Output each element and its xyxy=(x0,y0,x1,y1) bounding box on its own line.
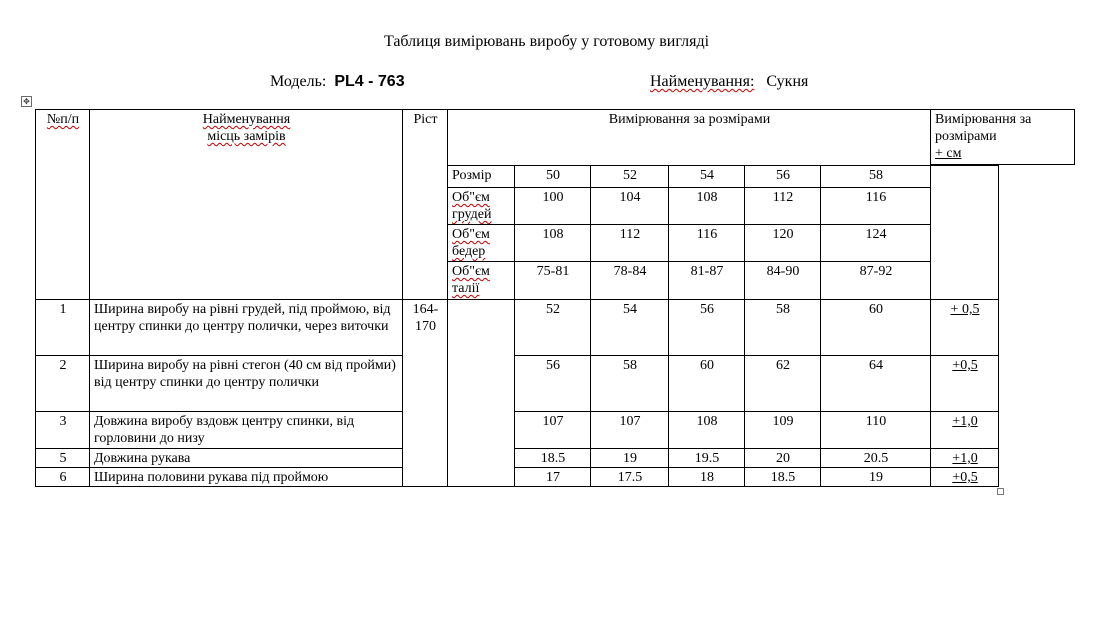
row-name: Ширина виробу на рівні грудей, під проймою, від центру спинки до центру полички, через виточки xyxy=(90,300,403,356)
chest-value: 104 xyxy=(591,188,669,225)
row-value: 60 xyxy=(821,300,931,356)
row-number: 1 xyxy=(36,300,90,356)
chest-value: 112 xyxy=(745,188,821,225)
waist-value: 87-92 xyxy=(821,262,931,300)
table-row xyxy=(36,300,999,356)
row-number: 6 xyxy=(36,468,90,487)
size-row-label: Розмір xyxy=(448,166,515,188)
table-resize-handle-icon[interactable] xyxy=(997,488,1004,495)
row-value: 17 xyxy=(515,468,591,487)
row-value: 18.5 xyxy=(745,468,821,487)
size-value: 54 xyxy=(669,166,745,188)
size-row-label: Об"єм талії xyxy=(448,262,515,300)
row-number: 5 xyxy=(36,449,90,468)
tolerance-header: Вимірювання за розмірами + см xyxy=(930,109,1075,165)
model-label: Модель: xyxy=(270,73,327,90)
row-tolerance: +1,0 xyxy=(931,412,999,449)
row-tolerance: +1,0 xyxy=(931,449,999,468)
waist-value: 78-84 xyxy=(591,262,669,300)
size-value: 58 xyxy=(821,166,931,188)
row-value: 19.5 xyxy=(669,449,745,468)
height-header: Ріст xyxy=(403,110,448,300)
row-value: 20 xyxy=(745,449,821,468)
product-label: Найменування: xyxy=(650,73,755,90)
model-line xyxy=(270,73,405,91)
row-value: 109 xyxy=(745,412,821,449)
row-name: Ширина виробу на рівні стегон (40 см від пройми) від центру спинки до центру полички xyxy=(90,356,403,412)
row-value: 110 xyxy=(821,412,931,449)
product-line xyxy=(650,73,808,91)
num-header: №п/п xyxy=(36,110,90,300)
row-value: 58 xyxy=(591,356,669,412)
hips-value: 108 xyxy=(515,225,591,262)
row-value: 18.5 xyxy=(515,449,591,468)
row-value: 64 xyxy=(821,356,931,412)
row-name: Довжина рукава xyxy=(90,449,403,468)
by-sizes-header: Вимірювання за розмірами xyxy=(448,110,931,166)
hips-value: 116 xyxy=(669,225,745,262)
row-value: 107 xyxy=(515,412,591,449)
document-title: Таблиця вимірювань виробу у готовому вигляді xyxy=(383,33,710,50)
row-name: Ширина половини рукава під проймою xyxy=(90,468,403,487)
row-value: 62 xyxy=(745,356,821,412)
size-value: 50 xyxy=(515,166,591,188)
row-tolerance: +0,5 xyxy=(931,468,999,487)
place-header: Найменування місць замірів xyxy=(90,110,403,300)
waist-value: 81-87 xyxy=(669,262,745,300)
row-value: 107 xyxy=(591,412,669,449)
row-value: 17.5 xyxy=(591,468,669,487)
row-number: 2 xyxy=(36,356,90,412)
size-value: 52 xyxy=(591,166,669,188)
measurements-table xyxy=(35,109,999,487)
row-tolerance: +0,5 xyxy=(931,356,999,412)
table-row xyxy=(36,449,999,468)
row-value: 56 xyxy=(515,356,591,412)
row-value: 18 xyxy=(669,468,745,487)
hips-value: 112 xyxy=(591,225,669,262)
table-row xyxy=(36,356,999,412)
hips-value: 124 xyxy=(821,225,931,262)
waist-value: 75-81 xyxy=(515,262,591,300)
row-value[interactable]: 19 xyxy=(821,468,931,487)
row-value: 56 xyxy=(669,300,745,356)
row-tolerance: + 0,5 xyxy=(931,300,999,356)
chest-value: 108 xyxy=(669,188,745,225)
hips-value: 120 xyxy=(745,225,821,262)
table-row xyxy=(36,412,999,449)
chest-value: 100 xyxy=(515,188,591,225)
chest-value: 116 xyxy=(821,188,931,225)
row-number: 3 xyxy=(36,412,90,449)
row-value: 108 xyxy=(669,412,745,449)
header-row xyxy=(36,110,999,166)
row-value: 60 xyxy=(669,356,745,412)
table-move-handle-icon[interactable]: ✥ xyxy=(21,96,32,107)
size-value: 56 xyxy=(745,166,821,188)
size-row-label: Об"єм бедер xyxy=(448,225,515,262)
row-value: 54 xyxy=(591,300,669,356)
row-value: 52 xyxy=(515,300,591,356)
model-value: PL4 - 763 xyxy=(334,73,405,90)
row-value: 58 xyxy=(745,300,821,356)
row-value: 19 xyxy=(591,449,669,468)
table-row xyxy=(36,468,999,487)
waist-value: 84-90 xyxy=(745,262,821,300)
product-value: Сукня xyxy=(766,73,809,90)
size-row-label: Об"єм грудей xyxy=(448,188,515,225)
row-name: Довжина виробу вздовж центру спинки, від горловини до низу xyxy=(90,412,403,449)
row-value: 20.5 xyxy=(821,449,931,468)
height-value: 164-170 xyxy=(403,300,448,487)
